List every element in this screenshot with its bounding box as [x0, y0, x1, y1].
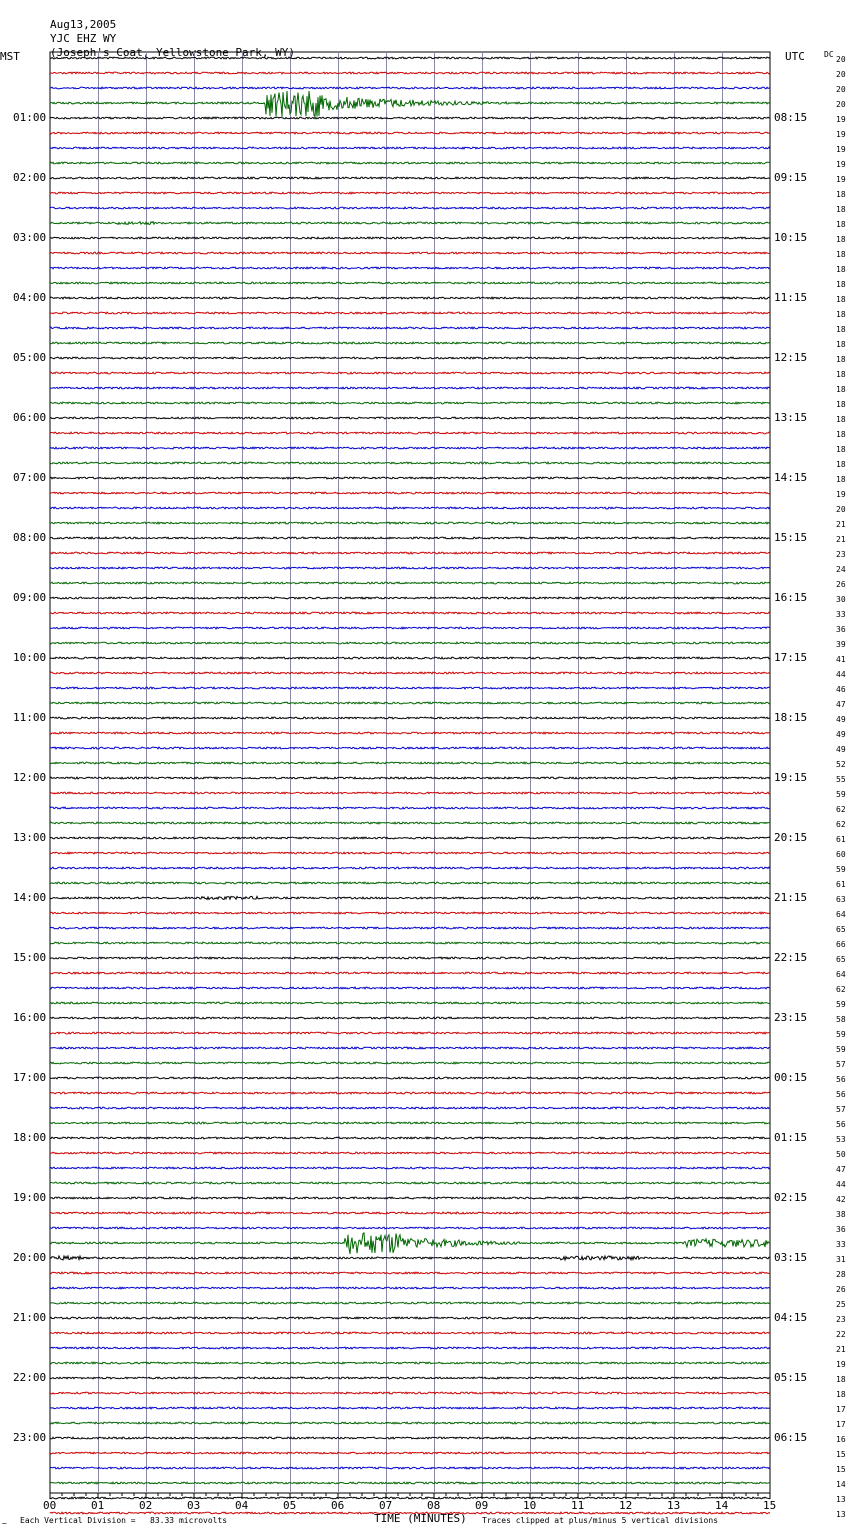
- dc-offset-label: 26: [836, 1285, 846, 1294]
- trace-line: [50, 882, 770, 884]
- dc-offset-label: 18: [836, 460, 846, 469]
- trace-line: [50, 462, 770, 464]
- dc-offset-label: 18: [836, 250, 846, 259]
- trace-line: [50, 597, 770, 599]
- dc-offset-label: 18: [836, 295, 846, 304]
- trace-line: [50, 762, 770, 764]
- right-hour-label: 20:15: [774, 831, 808, 844]
- dc-offset-label: 18: [836, 400, 846, 409]
- trace-line: [50, 1392, 770, 1394]
- dc-offset-label: 33: [836, 610, 846, 619]
- trace-line: [50, 732, 770, 734]
- right-hour-label: 09:15: [774, 171, 808, 184]
- dc-offset-label: 17: [836, 1405, 846, 1414]
- left-hour-label: 19:00: [13, 1191, 47, 1204]
- trace-line: [50, 777, 770, 779]
- trace-line: [50, 1017, 770, 1019]
- header-station: YJC EHZ WY: [50, 32, 117, 45]
- dc-offset-label: 20: [836, 505, 846, 514]
- right-hour-label: 19:15: [774, 771, 808, 784]
- x-tick-label: 13: [667, 1499, 681, 1512]
- dc-offset-label: 44: [836, 670, 846, 679]
- trace-line: [50, 1256, 770, 1260]
- dc-offset-label: 53: [836, 1135, 846, 1144]
- trace-line: [50, 297, 770, 299]
- dc-offset-label: 20: [836, 55, 846, 64]
- dc-offset-label: 19: [836, 1360, 846, 1369]
- trace-line: [50, 852, 770, 854]
- dc-offset-label: 59: [836, 1045, 846, 1054]
- dc-offset-label: 21: [836, 535, 846, 544]
- dc-offset-label: 18: [836, 310, 846, 319]
- right-hour-label: 04:15: [774, 1311, 808, 1324]
- right-hour-label: 23:15: [774, 1011, 808, 1024]
- right-hour-label: 14:15: [774, 471, 808, 484]
- trace-line: [50, 492, 770, 494]
- trace-line: [50, 1422, 770, 1424]
- dc-offset-label: 18: [836, 415, 846, 424]
- trace-line: [50, 432, 770, 434]
- dc-offset-label: 20: [836, 70, 846, 79]
- dc-offset-label: 56: [836, 1120, 846, 1129]
- dc-offset-label: 18: [836, 235, 846, 244]
- left-hour-label: 13:00: [13, 831, 47, 844]
- trace-line: [50, 387, 770, 389]
- right-hour-label: 02:15: [774, 1191, 808, 1204]
- x-tick-label: 12: [619, 1499, 633, 1512]
- dc-offset-label: 19: [836, 490, 846, 499]
- trace-line: [50, 1047, 770, 1049]
- dc-offset-label: 65: [836, 925, 846, 934]
- left-hour-label: 08:00: [13, 531, 47, 544]
- trace-line: [50, 867, 770, 869]
- left-hour-label: 11:00: [13, 711, 47, 724]
- left-hour-label: 17:00: [13, 1071, 47, 1084]
- trace-line: [50, 942, 770, 944]
- trace-line: [50, 117, 770, 119]
- trace-line: [50, 312, 770, 314]
- dc-offset-label: 18: [836, 220, 846, 229]
- dc-offset-label: 15: [836, 1465, 846, 1474]
- dc-offset-label: 63: [836, 895, 846, 904]
- trace-line: [50, 1092, 770, 1094]
- right-hour-label: 12:15: [774, 351, 808, 364]
- dc-offset-label: 58: [836, 1015, 846, 1024]
- x-tick-label: 03: [187, 1499, 201, 1512]
- dc-offset-label: 19: [836, 160, 846, 169]
- left-hour-label: 05:00: [13, 351, 47, 364]
- trace-line: [50, 552, 770, 554]
- trace-line: [50, 627, 770, 629]
- dc-offset-label: 18: [836, 385, 846, 394]
- trace-line: [50, 822, 770, 824]
- dc-offset-label: 28: [836, 1270, 846, 1279]
- dc-offset-label: 62: [836, 820, 846, 829]
- dc-offset-label: 18: [836, 325, 846, 334]
- dc-offset-label: 22: [836, 1330, 846, 1339]
- footer-mark: ~: [2, 1519, 7, 1528]
- trace-line: [50, 896, 770, 899]
- dc-offset-label: 18: [836, 205, 846, 214]
- trace-line: [50, 1233, 770, 1254]
- right-hour-label: 06:15: [774, 1431, 808, 1444]
- dc-offset-label: 18: [836, 475, 846, 484]
- right-hour-label: 08:15: [774, 111, 808, 124]
- x-axis-title: TIME (MINUTES): [374, 1512, 467, 1525]
- dc-offset-label: 36: [836, 625, 846, 634]
- right-hour-label: 22:15: [774, 951, 808, 964]
- left-timezone-label: MST: [0, 50, 20, 63]
- trace-line: [50, 1362, 770, 1364]
- dc-offset-label: 59: [836, 790, 846, 799]
- dc-offset-label: 59: [836, 1030, 846, 1039]
- trace-line: [50, 1287, 770, 1289]
- right-hour-label: 18:15: [774, 711, 808, 724]
- dc-offset-label: 49: [836, 730, 846, 739]
- dc-offset-label: 19: [836, 115, 846, 124]
- right-hour-label: 03:15: [774, 1251, 808, 1264]
- dc-offset-label: 18: [836, 1375, 846, 1384]
- trace-line: [50, 147, 770, 149]
- dc-offset-label: 19: [836, 130, 846, 139]
- trace-line: [50, 672, 770, 674]
- dc-offset-label: 18: [836, 265, 846, 274]
- dc-offset-label: 18: [836, 280, 846, 289]
- trace-line: [50, 1452, 770, 1454]
- dc-offset-label: 30: [836, 595, 846, 604]
- footer-clip-note: Traces clipped at plus/minus 5 vertical divisions: [482, 1516, 719, 1525]
- trace-line: [50, 537, 770, 539]
- trace-line: [50, 1332, 770, 1334]
- x-tick-label: 01: [91, 1499, 105, 1512]
- trace-line: [50, 1152, 770, 1154]
- x-tick-label: 05: [283, 1499, 297, 1512]
- trace-line: [50, 327, 770, 329]
- trace-line: [50, 837, 770, 839]
- left-hour-label: 14:00: [13, 891, 47, 904]
- trace-line: [50, 252, 770, 254]
- right-hour-label: 10:15: [774, 231, 808, 244]
- dc-offset-label: 64: [836, 910, 846, 919]
- x-tick-label: 00: [43, 1499, 57, 1512]
- dc-offset-label: 17: [836, 1420, 846, 1429]
- trace-line: [50, 91, 770, 117]
- left-hour-label: 07:00: [13, 471, 47, 484]
- trace-line: [50, 372, 770, 374]
- x-tick-label: 15: [763, 1499, 777, 1512]
- dc-offset-label: 19: [836, 175, 846, 184]
- trace-line: [50, 1137, 770, 1139]
- x-tick-label: 02: [139, 1499, 153, 1512]
- left-hour-label: 12:00: [13, 771, 47, 784]
- trace-line: [50, 912, 770, 914]
- x-tick-label: 10: [523, 1499, 537, 1512]
- dc-offset-label: 21: [836, 520, 846, 529]
- right-hour-label: 16:15: [774, 591, 808, 604]
- left-hour-label: 02:00: [13, 171, 47, 184]
- dc-offset-label: 56: [836, 1075, 846, 1084]
- left-hour-label: 20:00: [13, 1251, 47, 1264]
- dc-offset-label: 15: [836, 1450, 846, 1459]
- dc-offset-label: 44: [836, 1180, 846, 1189]
- left-hour-label: 03:00: [13, 231, 47, 244]
- trace-line: [50, 1077, 770, 1079]
- header-date: Aug13,2005: [50, 18, 117, 31]
- right-hour-label: 00:15: [774, 1071, 808, 1084]
- dc-offset-label: 14: [836, 1480, 846, 1489]
- left-hour-label: 04:00: [13, 291, 47, 304]
- trace-line: [50, 1347, 770, 1349]
- dc-offset-label: 31: [836, 1255, 846, 1264]
- left-hour-label: 21:00: [13, 1311, 47, 1324]
- right-hour-label: 15:15: [774, 531, 808, 544]
- dc-offset-label: 59: [836, 1000, 846, 1009]
- dc-offset-label: 39: [836, 640, 846, 649]
- trace-line: [50, 282, 770, 284]
- dc-offset-label: 18: [836, 355, 846, 364]
- trace-line: [50, 177, 770, 179]
- trace-line: [50, 507, 770, 509]
- left-hour-label: 15:00: [13, 951, 47, 964]
- trace-line: [50, 72, 770, 74]
- dc-offset-label: 18: [836, 430, 846, 439]
- trace-line: [50, 1377, 770, 1379]
- trace-line: [50, 207, 770, 209]
- dc-offset-label: 19: [836, 145, 846, 154]
- dc-offset-label: 56: [836, 1090, 846, 1099]
- dc-offset-label: 57: [836, 1060, 846, 1069]
- dc-offset-label: 41: [836, 655, 846, 664]
- trace-line: [50, 1497, 770, 1499]
- x-tick-label: 04: [235, 1499, 249, 1512]
- trace-line: [50, 1002, 770, 1004]
- trace-line: [50, 87, 770, 89]
- left-hour-label: 09:00: [13, 591, 47, 604]
- x-tick-label: 11: [571, 1499, 585, 1512]
- trace-line: [50, 237, 770, 239]
- dc-offset-label: 47: [836, 1165, 846, 1174]
- dc-offset-label: 26: [836, 580, 846, 589]
- x-tick-label: 09: [475, 1499, 489, 1512]
- left-hour-label: 06:00: [13, 411, 47, 424]
- trace-line: [50, 57, 770, 59]
- trace-line: [50, 1182, 770, 1184]
- trace-line: [50, 1437, 770, 1439]
- dc-offset-label: 65: [836, 955, 846, 964]
- dc-offset-label: 20: [836, 85, 846, 94]
- dc-offset-label: 21: [836, 1345, 846, 1354]
- dc-offset-label: 49: [836, 715, 846, 724]
- trace-line: [50, 1482, 770, 1484]
- dc-offset-label: 62: [836, 805, 846, 814]
- trace-line: [50, 1302, 770, 1304]
- right-hour-label: 13:15: [774, 411, 808, 424]
- trace-line: [50, 1122, 770, 1124]
- trace-line: [50, 987, 770, 989]
- trace-line: [50, 807, 770, 809]
- trace-line: [50, 1227, 770, 1229]
- trace-line: [50, 567, 770, 569]
- dc-offset-label: 18: [836, 1390, 846, 1399]
- trace-line: [50, 927, 770, 929]
- trace-line: [50, 342, 770, 344]
- right-hour-label: 01:15: [774, 1131, 808, 1144]
- trace-line: [50, 267, 770, 269]
- left-hour-label: 10:00: [13, 651, 47, 664]
- dc-offset-label: 13: [836, 1495, 846, 1504]
- dc-offset-label: 42: [836, 1195, 846, 1204]
- x-tick-label: 06: [331, 1499, 345, 1512]
- trace-line: [50, 1272, 770, 1274]
- left-hour-label: 23:00: [13, 1431, 47, 1444]
- dc-offset-label: 38: [836, 1210, 846, 1219]
- dc-offset-label: 16: [836, 1435, 846, 1444]
- x-tick-label: 14: [715, 1499, 729, 1512]
- trace-line: [50, 642, 770, 644]
- dc-offset-label: 66: [836, 940, 846, 949]
- dc-offset-label: 50: [836, 1150, 846, 1159]
- trace-line: [50, 687, 770, 689]
- dc-offset-label: 61: [836, 880, 846, 889]
- dc-offset-label: 20: [836, 100, 846, 109]
- trace-line: [50, 417, 770, 419]
- dc-offset-label: 23: [836, 550, 846, 559]
- right-hour-label: 11:15: [774, 291, 808, 304]
- trace-line: [50, 972, 770, 974]
- x-tick-label: 08: [427, 1499, 441, 1512]
- dc-offset-label: 60: [836, 850, 846, 859]
- dc-offset-label: 18: [836, 370, 846, 379]
- dc-offset-label: 23: [836, 1315, 846, 1324]
- dc-offset-label: 49: [836, 745, 846, 754]
- left-hour-label: 01:00: [13, 111, 47, 124]
- trace-line: [50, 477, 770, 479]
- dc-column-label: DC: [824, 50, 834, 59]
- trace-line: [50, 1107, 770, 1109]
- right-hour-label: 17:15: [774, 651, 808, 664]
- trace-line: [50, 447, 770, 449]
- trace-line: [50, 357, 770, 359]
- dc-offset-label: 52: [836, 760, 846, 769]
- trace-line: [50, 1407, 770, 1409]
- trace-line: [50, 192, 770, 194]
- trace-line: [50, 747, 770, 749]
- dc-offset-label: 13: [836, 1510, 846, 1519]
- dc-offset-label: 33: [836, 1240, 846, 1249]
- trace-line: [50, 657, 770, 659]
- trace-line: [50, 957, 770, 959]
- dc-offset-label: 25: [836, 1300, 846, 1309]
- trace-line: [50, 222, 770, 225]
- dc-offset-label: 64: [836, 970, 846, 979]
- dc-offset-label: 47: [836, 700, 846, 709]
- trace-line: [50, 1032, 770, 1034]
- dc-offset-label: 61: [836, 835, 846, 844]
- dc-offset-label: 57: [836, 1105, 846, 1114]
- trace-line: [50, 1317, 770, 1319]
- trace-line: [50, 612, 770, 614]
- footer-scale: Each Vertical Division = 83.33 microvolts: [20, 1516, 228, 1525]
- dc-offset-label: 46: [836, 685, 846, 694]
- right-hour-label: 21:15: [774, 891, 808, 904]
- dc-offset-label: 18: [836, 445, 846, 454]
- dc-offset-label: 62: [836, 985, 846, 994]
- trace-line: [50, 717, 770, 719]
- trace-line: [50, 1212, 770, 1214]
- trace-line: [50, 1197, 770, 1199]
- trace-line: [50, 162, 770, 164]
- trace-line: [50, 702, 770, 704]
- x-tick-label: 07: [379, 1499, 393, 1512]
- right-timezone-label: UTC: [785, 50, 805, 63]
- dc-offset-label: 59: [836, 865, 846, 874]
- trace-line: [50, 522, 770, 524]
- dc-offset-label: 36: [836, 1225, 846, 1234]
- trace-line: [50, 1167, 770, 1169]
- left-hour-label: 22:00: [13, 1371, 47, 1384]
- dc-offset-label: 55: [836, 775, 846, 784]
- trace-line: [50, 582, 770, 584]
- trace-line: [50, 1467, 770, 1469]
- dc-offset-label: 18: [836, 190, 846, 199]
- left-hour-label: 16:00: [13, 1011, 47, 1024]
- right-hour-label: 05:15: [774, 1371, 808, 1384]
- trace-line: [50, 132, 770, 134]
- dc-offset-label: 24: [836, 565, 846, 574]
- trace-line: [50, 1062, 770, 1064]
- dc-offset-label: 18: [836, 340, 846, 349]
- trace-line: [50, 792, 770, 794]
- left-hour-label: 18:00: [13, 1131, 47, 1144]
- header-location: (Joseph's Coat, Yellowstone Park, WY): [50, 46, 296, 59]
- trace-line: [50, 402, 770, 404]
